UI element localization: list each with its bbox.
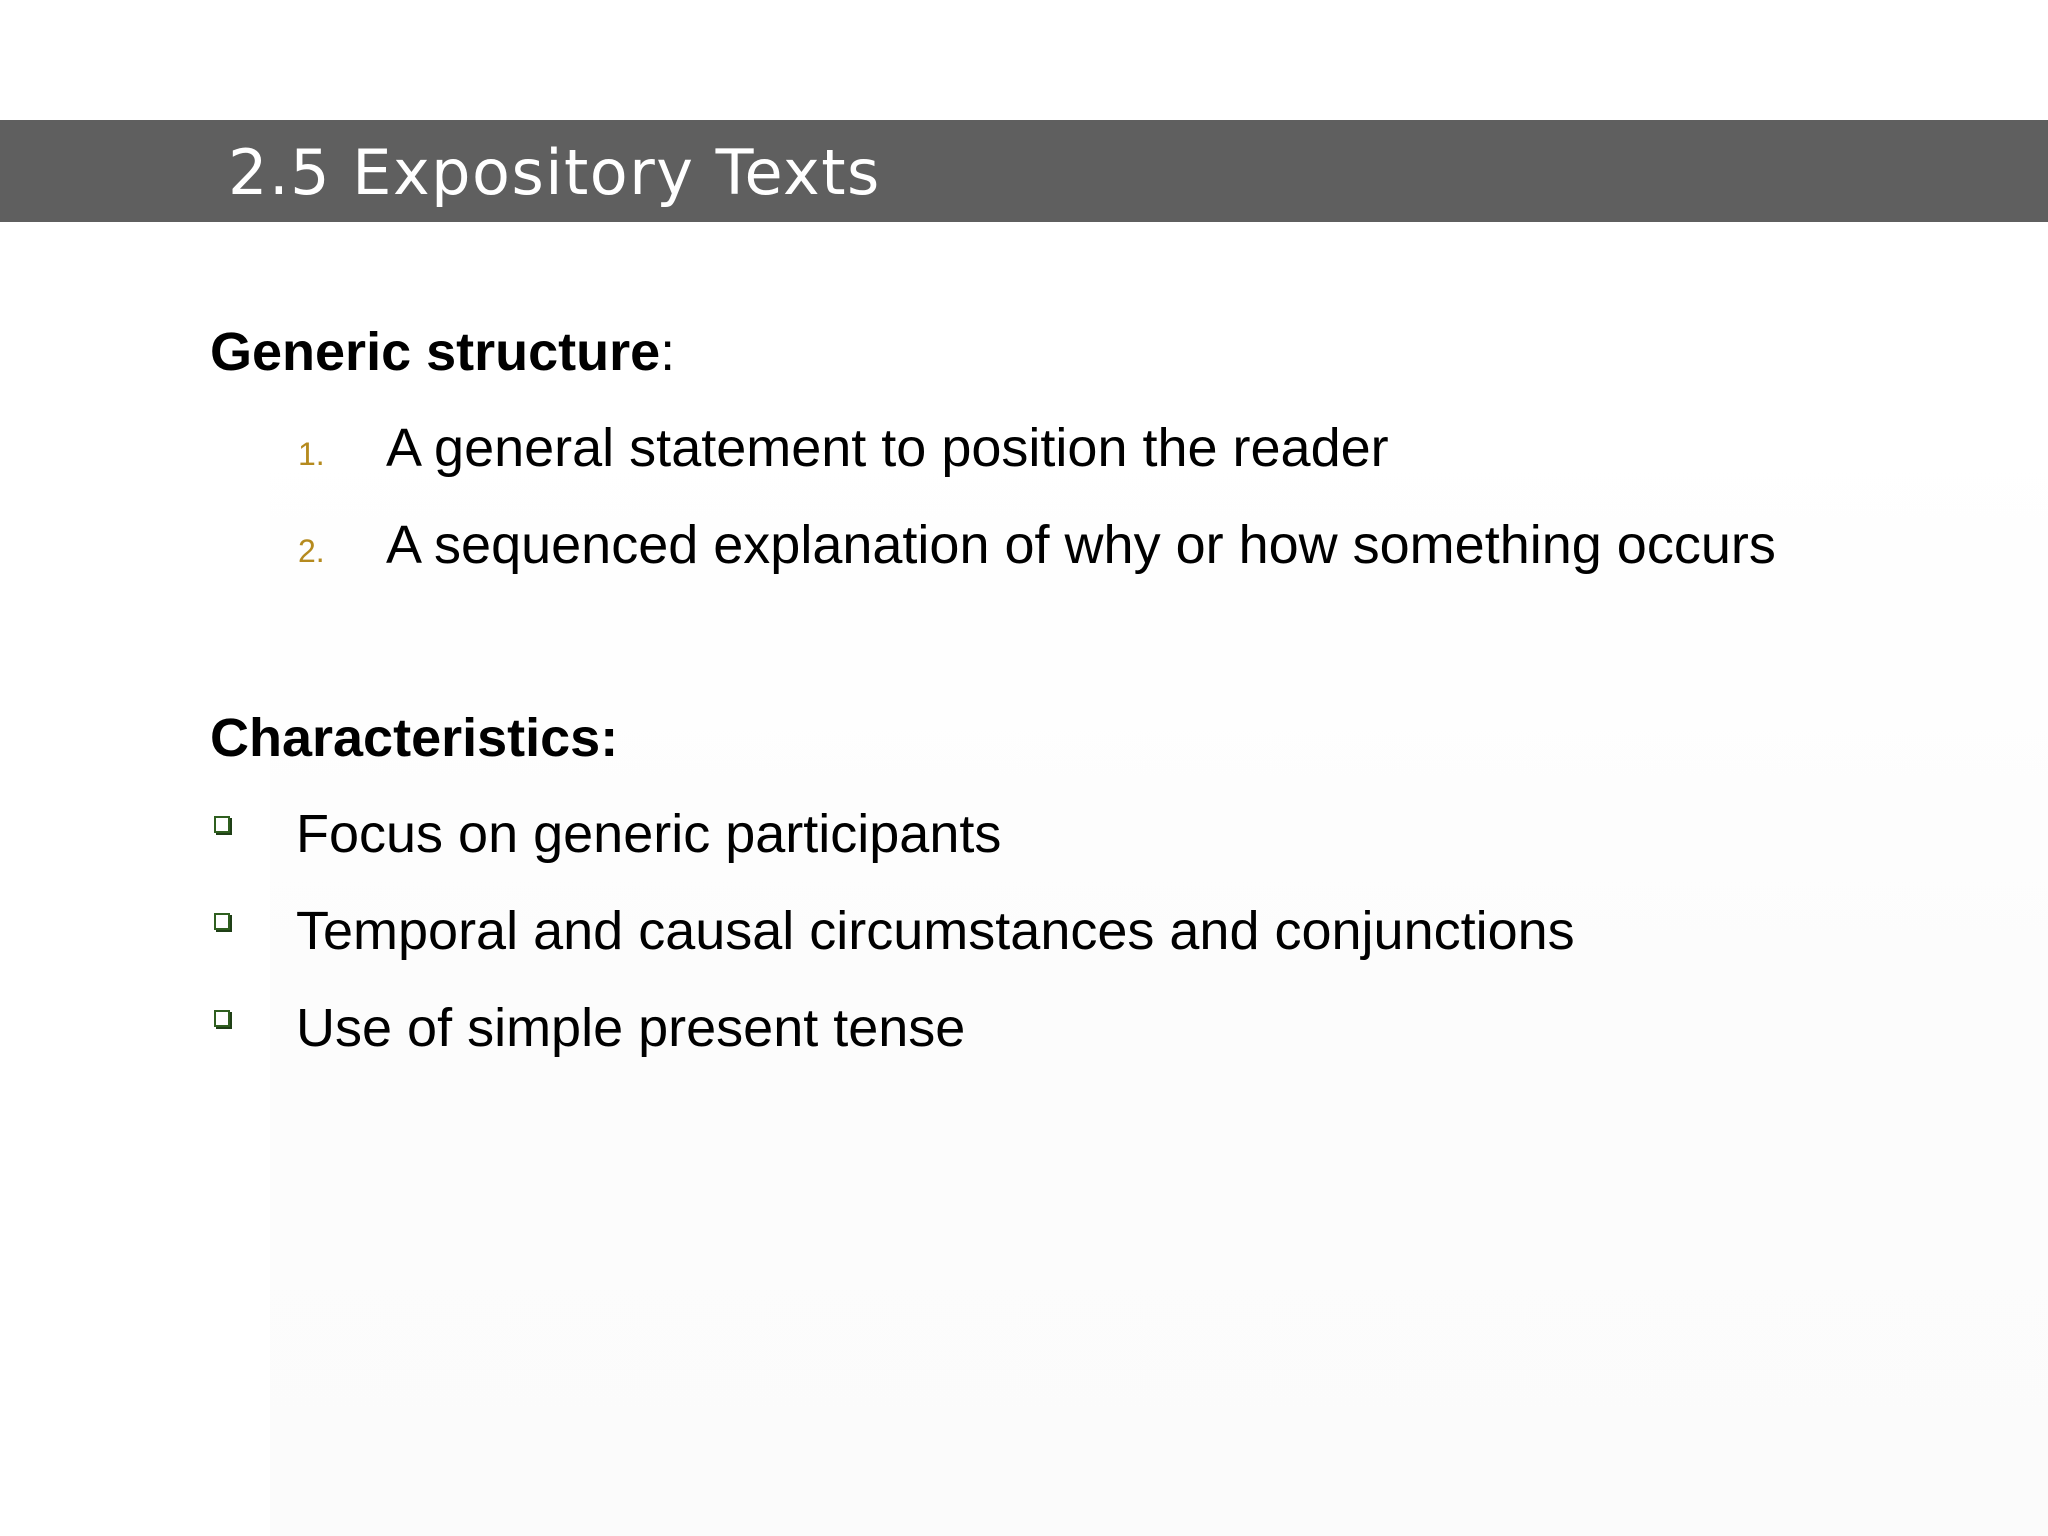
characteristics-item xyxy=(210,899,2010,971)
generic-structure-heading-colon: : xyxy=(660,322,676,382)
generic-structure-heading-label: Generic structure xyxy=(210,322,661,382)
characteristic-text: Focus on generic participants xyxy=(296,804,1002,864)
background-panel xyxy=(270,420,2048,1536)
characteristics-item xyxy=(210,996,2010,1068)
square-checkbox-icon xyxy=(214,816,230,833)
generic-structure-item xyxy=(298,416,1998,488)
list-item-text: A sequenced explanation of why or how something occurs xyxy=(386,515,1776,575)
slide-title: 2.5 Expository Texts xyxy=(228,136,881,209)
characteristics-heading: Characteristics: xyxy=(210,708,619,768)
characteristics-item xyxy=(210,802,2010,874)
characteristic-text: Temporal and causal circumstances and conjunctions xyxy=(296,901,1575,961)
square-checkbox-icon xyxy=(214,913,230,930)
characteristic-text: Use of simple present tense xyxy=(296,998,966,1058)
list-item-text: A general statement to position the reader xyxy=(386,418,1389,478)
square-checkbox-icon xyxy=(214,1010,230,1027)
generic-structure-heading xyxy=(210,320,675,384)
generic-structure-item xyxy=(298,513,1998,585)
list-number: 2. xyxy=(298,533,325,569)
list-number: 1. xyxy=(298,436,325,472)
